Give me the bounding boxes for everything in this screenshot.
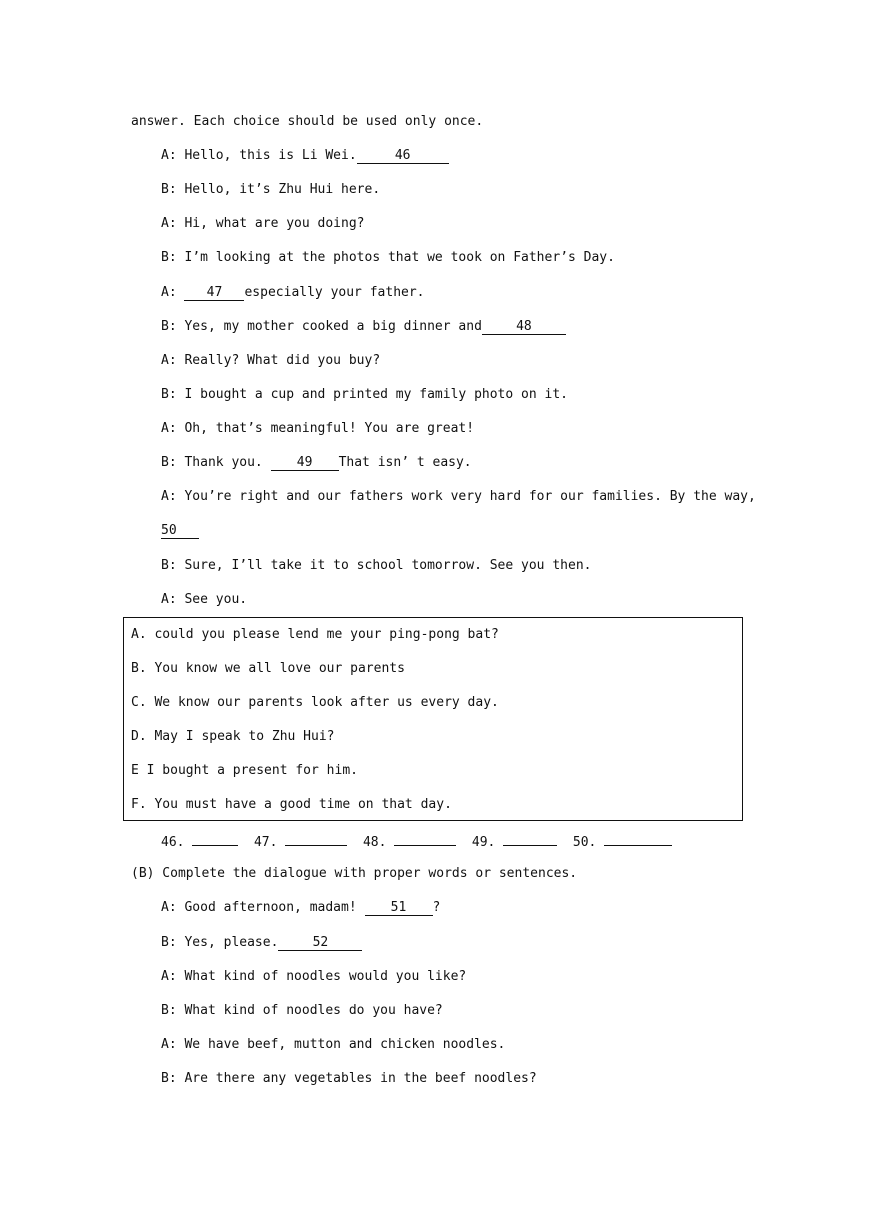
answer-row — [161, 831, 672, 852]
dialogue-b-line-3: A: What kind of noodles would you like? — [161, 969, 467, 984]
choices-box — [123, 617, 743, 821]
dialogue-text: B: Yes, please. — [161, 935, 279, 950]
answer-label-48: 48. — [362, 835, 387, 850]
dialogue-b-line-4: B: What kind of noodles do you have? — [161, 1003, 443, 1018]
dialogue-line-10 — [161, 454, 472, 472]
dialogue-text: B: Thank you. — [161, 455, 271, 470]
section-b-title: (B) Complete the dialogue with proper words or sentences. — [131, 866, 578, 881]
dialogue-line-3: A: Hi, what are you doing? — [161, 216, 365, 231]
answer-line-49[interactable] — [503, 831, 557, 846]
dialogue-line-14: A: See you. — [161, 592, 248, 607]
answer-line-47[interactable] — [285, 831, 347, 846]
dialogue-line-6 — [161, 318, 566, 336]
answer-line-48[interactable] — [394, 831, 456, 846]
choice-e: E I bought a present for him. — [131, 763, 358, 778]
answer-blank-50: 50 — [161, 523, 199, 539]
dialogue-line-8: B: I bought a cup and printed my family photo on it. — [161, 387, 568, 402]
choice-c: C. We know our parents look after us every day. — [131, 695, 499, 710]
answer-blank-52: 52 — [278, 935, 362, 951]
dialogue-line-1 — [161, 147, 449, 165]
choice-b: B. You know we all love our parents — [131, 661, 405, 676]
dialogue-b-line-6: B: Are there any vegetables in the beef noodles? — [161, 1071, 537, 1086]
answer-blank-51: 51 — [365, 900, 433, 916]
dialogue-line-13: B: Sure, I’ll take it to school tomorrow. See you then. — [161, 558, 592, 573]
dialogue-text: A: Hello, this is Li Wei. — [161, 148, 357, 163]
answer-blank-47: 47 — [184, 285, 244, 301]
answer-label-47: 47. — [253, 835, 278, 850]
instruction-text: answer. Each choice should be used only once. — [131, 114, 484, 129]
dialogue-text: That isn’ t easy. — [338, 455, 472, 470]
answer-line-46[interactable] — [192, 831, 238, 846]
choice-f: F. You must have a good time on that day. — [131, 797, 452, 812]
dialogue-line-12 — [161, 522, 199, 540]
answer-label-49: 49. — [471, 835, 496, 850]
dialogue-b-line-5: A: We have beef, mutton and chicken noodles. — [161, 1037, 506, 1052]
answer-blank-48: 48 — [482, 319, 566, 335]
choice-a: A. could you please lend me your ping-pong bat? — [131, 627, 499, 642]
dialogue-line-7: A: Really? What did you buy? — [161, 353, 381, 368]
dialogue-line-9: A: Oh, that’s meaningful! You are great! — [161, 421, 475, 436]
dialogue-text: especially your father. — [244, 285, 425, 300]
dialogue-line-4: B: I’m looking at the photos that we took on Father’s Day. — [161, 250, 615, 265]
dialogue-text: A: — [161, 285, 185, 300]
answer-blank-46: 46 — [357, 148, 449, 164]
dialogue-line-5 — [161, 284, 425, 302]
dialogue-text: ? — [432, 900, 441, 915]
dialogue-text: B: Yes, my mother cooked a big dinner and — [161, 319, 482, 334]
dialogue-text: A: Good afternoon, madam! — [161, 900, 365, 915]
dialogue-b-line-1 — [161, 899, 440, 917]
answer-blank-49: 49 — [271, 455, 339, 471]
dialogue-b-line-2 — [161, 934, 362, 952]
choice-d: D. May I speak to Zhu Hui? — [131, 729, 335, 744]
answer-label-46: 46. — [161, 835, 185, 850]
dialogue-line-2: B: Hello, it’s Zhu Hui here. — [161, 182, 381, 197]
answer-label-50: 50. — [572, 835, 597, 850]
answer-line-50[interactable] — [604, 831, 672, 846]
dialogue-line-11: A: You’re right and our fathers work very hard for our families. By the way, — [161, 489, 756, 504]
